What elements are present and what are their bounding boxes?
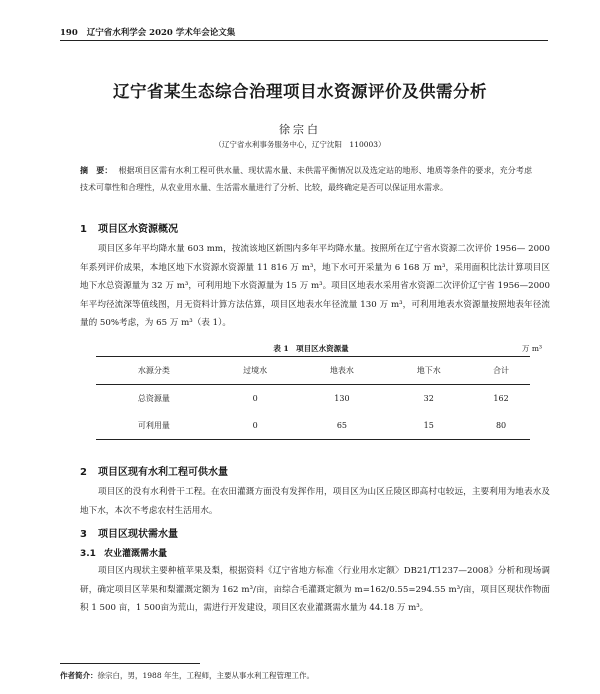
table-caption: 表 1 项目区水资源量 — [273, 344, 349, 353]
table-header-cell: 地表水 — [329, 366, 354, 375]
table-cell: 0 — [252, 421, 258, 430]
table-header-row — [96, 357, 530, 385]
abstract — [80, 162, 532, 196]
section-1-body — [80, 240, 550, 333]
author-affiliation: （辽宁省水利事务服务中心，辽宁沈阳 110003） — [214, 140, 386, 149]
table-cell: 65 — [336, 421, 347, 430]
author-name: 徐宗白 — [279, 123, 321, 136]
footnote-rule — [60, 663, 200, 664]
subsection-heading-3-1: 3.1 农业灌溉需水量 — [80, 549, 168, 559]
paragraph: 项目区的没有水利骨干工程。在农田灌溉方面没有发挥作用，项目区为山区丘陵区即高村屯较远，主要利用为地表水及地下水，本次不考虑农村生活用水。 — [80, 487, 550, 516]
page-number: 190 — [60, 28, 78, 38]
table-cell: 32 — [423, 394, 434, 403]
running-head — [60, 26, 235, 38]
table-header-cell: 水源分类 — [137, 366, 170, 375]
paper-title: 辽宁省某生态综合治理项目水资源评价及供需分析 — [113, 82, 487, 101]
table-cell: 80 — [495, 421, 507, 430]
journal-name: 辽宁省水利学会 2020 学术年会论文集 — [86, 28, 236, 38]
table-header-cell: 过境水 — [243, 366, 268, 375]
section-2-body — [80, 483, 550, 520]
table-row — [96, 385, 530, 413]
table-cell: 可利用量 — [137, 421, 170, 430]
section-heading-1: 1 项目区水资源概况 — [80, 224, 178, 235]
table-cell: 0 — [252, 394, 258, 403]
paragraph: 项目区多年平均降水量 603 mm，按流该地区新围内多年平均降水量。按照所在辽宁省水资源二次评价 1956— 2000 年系列评价成果，本地区地下水资源水资源量 11 816 万 m³，地下水可开采量为 6 168 万 m³，采用面积比法计算项目区地下水总资源量为 32 万 m³，可利用地下水资源量为 15 万 m³。项目区地表水采用省水资源二次评价辽宁省 1956—2000 年平均径流深等值线图，月无资料计算方法估算，项目区地表水年径流量 130 万 m³，可利用地表水资源量按照地表年径流量的 50%考虑，为 65 万 m³（表 1）。 — [80, 244, 550, 328]
footnote-label: 作者简介： — [60, 671, 98, 680]
table-cell: 15 — [423, 421, 434, 430]
footnote-text: 徐宗白，男，1988 年生，工程师，主要从事水利工程管理工作。 — [97, 671, 314, 680]
paragraph: 项目区内现状主要种植苹果及梨，根据资料《辽宁省地方标准〈行业用水定额〉DB21/T1237—2008》分析和现场调研，确定项目区苹果和梨灌溉定额为 162 m³/亩，亩综合毛灌溉定额为 m=162/0.55=294.55 m³/亩，项目区现状作物面积 1 500 亩，1 500亩为荒山，需进行开发建设，项目区农业灌溉需水量为 44.18 万 m³。 — [80, 566, 550, 613]
table-cell: 162 — [493, 394, 509, 403]
table-header-cell: 地下水 — [416, 366, 441, 375]
section-heading-3: 3 项目区现状需水量 — [80, 529, 178, 540]
table-cell: 130 — [334, 394, 350, 403]
table-header-cell: 合计 — [493, 366, 510, 375]
section-heading-2: 2 项目区现有水利工程可供水量 — [80, 467, 228, 478]
abstract-text: 根据项目区需有水利工程可供水量、现状需水量、未供需平衡情况以及选定站的地形、地质等条件的要求，充分考虑技术可靠性和合理性，从农业用水量、生活需水量进行了分析、比较，最终确定是否可以保证用水需求。 — [80, 166, 533, 192]
section-3-1-body — [80, 562, 550, 618]
abstract-label: 摘 要： — [80, 165, 113, 175]
footnote — [60, 670, 314, 681]
table-row — [96, 412, 530, 440]
water-resources-table — [96, 356, 530, 440]
table-cell: 总资源量 — [137, 394, 170, 403]
header-rule — [60, 40, 548, 41]
table-unit: 万 m³ — [521, 344, 542, 353]
